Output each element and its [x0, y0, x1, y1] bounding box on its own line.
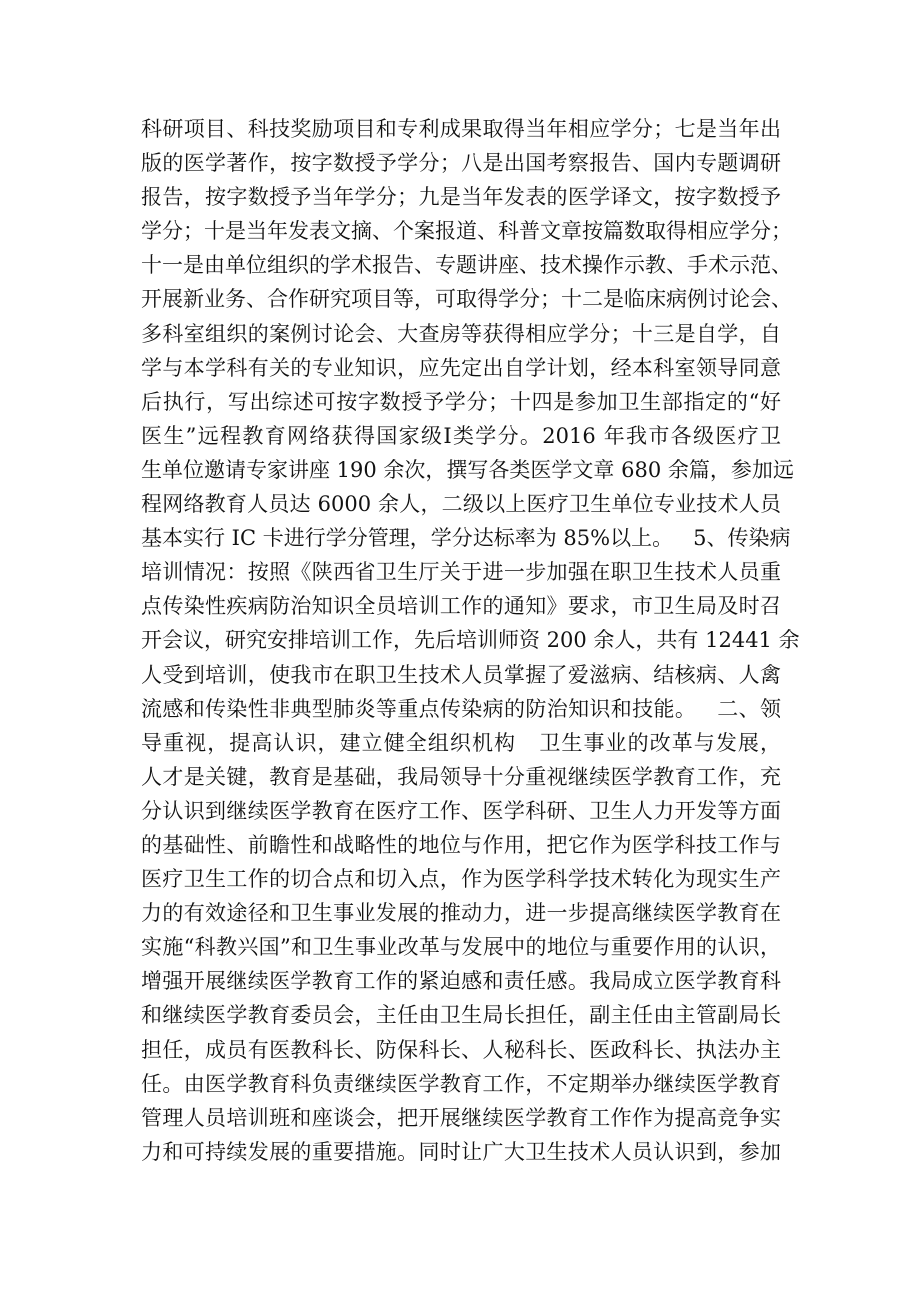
text-line: 培训情况：按照《陕西省卫生厅关于进一步加强在职卫生技术人员重	[141, 560, 781, 585]
text-line: 报告，按字数授予当年学分；九是当年发表的医学译文，按字数授予	[141, 185, 781, 210]
text-line: 后执行，写出综述可按字数授予学分；十四是参加卫生部指定的“好	[141, 389, 781, 414]
body-text	[141, 112, 800, 1169]
text-line: 程网络教育人员达 6000 余人，二级以上医疗卫生单位专业技术人员	[141, 492, 781, 517]
text-line: 开展新业务、合作研究项目等，可取得学分；十二是临床病例讨论会、	[141, 287, 792, 312]
text-line: 增强开展继续医学教育工作的紧迫感和责任感。我局成立医学教育科	[141, 969, 781, 994]
text-line: 和继续医学教育委员会，主任由卫生局长担任，副主任由主管副局长	[141, 1003, 781, 1028]
text-line: 任。由医学教育科负责继续医学教育工作，不定期举办继续医学教育	[141, 1071, 781, 1096]
text-line: 版的医学著作，按字数授予学分；八是出国考察报告、国内专题调研	[141, 151, 781, 176]
text-line: 生单位邀请专家讲座 190 余次，撰写各类医学文章 680 余篇，参加远	[141, 457, 794, 482]
text-line: 学与本学科有关的专业知识，应先定出自学计划，经本科室领导同意	[141, 355, 781, 380]
text-line: 管理人员培训班和座谈会，把开展继续医学教育工作作为提高竞争实	[141, 1105, 781, 1130]
text-line: 医疗卫生工作的切合点和切入点，作为医学科学技术转化为现实生产	[141, 867, 781, 892]
text-line: 十一是由单位组织的学术报告、专题讲座、技术操作示教、手术示范、	[141, 253, 792, 278]
text-line: 力和可持续发展的重要措施。同时让广大卫生技术人员认识到，参加	[141, 1139, 781, 1164]
text-line: 医生”远程教育网络获得国家级Ⅰ类学分。2016 年我市各级医疗卫	[141, 423, 781, 448]
text-line: 多科室组织的案例讨论会、大查房等获得相应学分；十三是自学，自	[141, 321, 781, 346]
text-line: 的基础性、前瞻性和战略性的地位与作用，把它作为医学科技工作与	[141, 832, 781, 857]
text-line: 导重视，提高认识，建立健全组织机构 卫生事业的改革与发展，	[141, 730, 781, 755]
text-line: 力的有效途径和卫生事业发展的推动力，进一步提高继续医学教育在	[141, 901, 781, 926]
text-line: 开会议，研究安排培训工作，先后培训师资 200 余人，共有 12441 余	[141, 628, 800, 653]
text-line: 人受到培训，使我市在职卫生技术人员掌握了爱滋病、结核病、人禽	[141, 662, 781, 687]
text-line: 担任，成员有医教科长、防保科长、人秘科长、医政科长、执法办主	[141, 1037, 781, 1062]
text-line: 点传染性疾病防治知识全员培训工作的通知》要求，市卫生局及时召	[141, 594, 781, 619]
text-line: 人才是关键，教育是基础，我局领导十分重视继续医学教育工作，充	[141, 764, 781, 789]
text-line: 科研项目、科技奖励项目和专利成果取得当年相应学分；七是当年出	[141, 117, 781, 141]
text-line: 分认识到继续医学教育在医疗工作、医学科研、卫生人力开发等方面	[141, 798, 781, 823]
text-line: 流感和传染性非典型肺炎等重点传染病的防治知识和技能。 二、领	[141, 696, 781, 721]
text-line: 学分；十是当年发表文摘、个案报道、科普文章按篇数取得相应学分；	[141, 219, 792, 244]
text-line: 基本实行 IC 卡进行学分管理，学分达标率为 85%以上。 5、传染病	[141, 526, 791, 551]
text-line: 实施“科教兴国”和卫生事业改革与发展中的地位与重要作用的认识，	[141, 935, 781, 960]
